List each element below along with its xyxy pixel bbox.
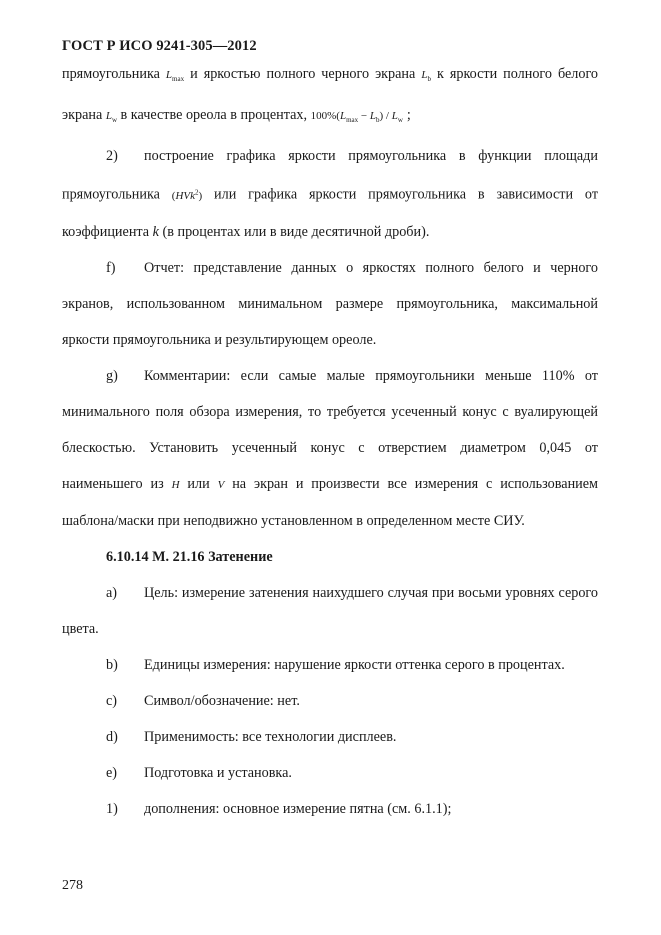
list-marker: c)	[106, 693, 118, 710]
list-item-d: d) Применимость: все технологии дисплеев.	[62, 719, 598, 755]
list-marker: b)	[106, 657, 118, 674]
list-item-c: c) Символ/обозначение: нет.	[62, 683, 598, 719]
list-item-e: e) Подготовка и установка.	[62, 755, 598, 791]
document-body	[62, 56, 598, 827]
list-item-g: g) Комментарии: если самые малые прямоугольники меньше 110% от минимального поля обзора измерения, то требуется усеченный конус с вуалирующей блескостью. Установить усеченный конус с отверстием диаметром 0,045 от наименьшего из H или V на экран и произвести все измерения с использованием шаблона/маски при неподвижно установленном в определенном месте СИУ.	[62, 358, 598, 539]
formula-hvk2: (HVk$^2$)	[171, 188, 203, 203]
list-marker: a)	[106, 585, 118, 602]
formula-halo-percent: $100\%(L_{max} - L_b) / L_w$	[310, 110, 403, 125]
page-number: 278	[62, 878, 83, 893]
halo-definition-paragraph: прямоугольника $L_{max}$ и яркостью полного черного экрана $L_b$ к яркости полного белого экрана $L_w$ в качестве ореола в процентах, $100\%(L_{max} - L_b) / L_w$ ;	[62, 66, 599, 125]
list-marker: g)	[106, 368, 118, 385]
formula-lmax: $L_{max}$	[165, 69, 185, 84]
list-marker: 2)	[106, 148, 118, 165]
list-marker: 1)	[106, 801, 118, 818]
coefficient-k: k	[152, 224, 159, 241]
formula-v: V	[217, 479, 225, 492]
list-item-a: a) Цель: измерение затенения наихудшего случая при восьми уровнях серого цвета.	[62, 575, 598, 647]
list-item-1: 1) дополнения: основное измерение пятна (см. 6.1.1);	[62, 791, 598, 827]
list-marker: e)	[106, 765, 118, 782]
list-marker: d)	[106, 729, 118, 746]
list-item-f: f) Отчет: представление данных о яркостях полного белого и черного экранов, использованном минимальном размере прямоугольника, максимальной яркости прямоугольника и результирующем ореоле.	[62, 250, 598, 358]
formula-lb: $L_b$	[421, 69, 431, 84]
list-item-b: b) Единицы измерения: нарушение яркости оттенка серого в процентах.	[62, 647, 598, 683]
formula-lw: $L_w$	[105, 110, 117, 125]
section-heading: 6.10.14 М. 21.16 Затенение	[106, 549, 273, 566]
formula-h: H	[171, 479, 180, 492]
list-item-2: 2) построение графика яркости прямоугольника в функции площади прямоугольника (HVk$^2$) или графика яркости прямоугольника в зависимости от коэффициента k (в процентах или в виде десятичной дроби).	[62, 138, 598, 250]
document-header: ГОСТ Р ИСО 9241-305—2012	[62, 38, 257, 54]
list-marker: f)	[106, 260, 116, 277]
